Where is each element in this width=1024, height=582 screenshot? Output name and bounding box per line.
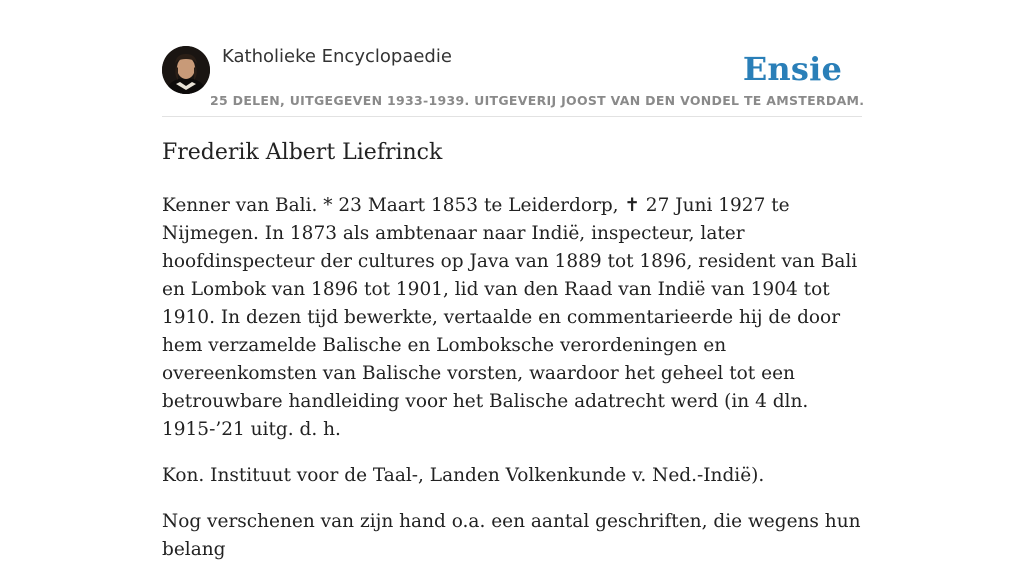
site-header: [162, 46, 865, 117]
article-paragraph: Kon. Instituut voor de Taal-, Landen Volkenkunde v. Ned.-Indië).: [162, 465, 765, 486]
portrait-icon: [162, 46, 210, 94]
article-body: [162, 192, 864, 582]
source-avatar[interactable]: [162, 46, 210, 94]
page-title: Frederik Albert Liefrinck: [162, 140, 443, 165]
article-paragraph: Nog verschenen van zijn hand o.a. een aantal geschriften, die wegens hun belang: [162, 511, 861, 560]
source-subtitle: 25 DELEN, UITGEGEVEN 1933-1939. UITGEVERIJ JOOST VAN DEN VONDEL TE AMSTERDAM.: [210, 93, 865, 108]
brand-logo[interactable]: Ensie: [742, 50, 842, 88]
article-paragraph: Kenner van Bali. * 23 Maart 1853 te Leiderdorp, ✝ 27 Juni 1927 te Nijmegen. In 1873 als ambtenaar naar Indië, inspecteur, later hoofdinspecteur der cultures op Java van 1889 tot 1896, resident van Bali en Lombok van 1896 tot 1901, lid van den Raad van Indië van 1904 tot 1910. In dezen tijd bewerkte, vertaalde en commentarieerde hij de door hem verzamelde Balische en Lomboksche verordeningen en overeenkomsten van Balische vorsten, waardoor het geheel tot een betrouwbare handleiding voor het Balische adatrecht werd (in 4 dln. 1915-’21 uitg. d. h.: [162, 195, 858, 440]
source-title[interactable]: Katholieke Encyclopaedie: [222, 46, 452, 67]
